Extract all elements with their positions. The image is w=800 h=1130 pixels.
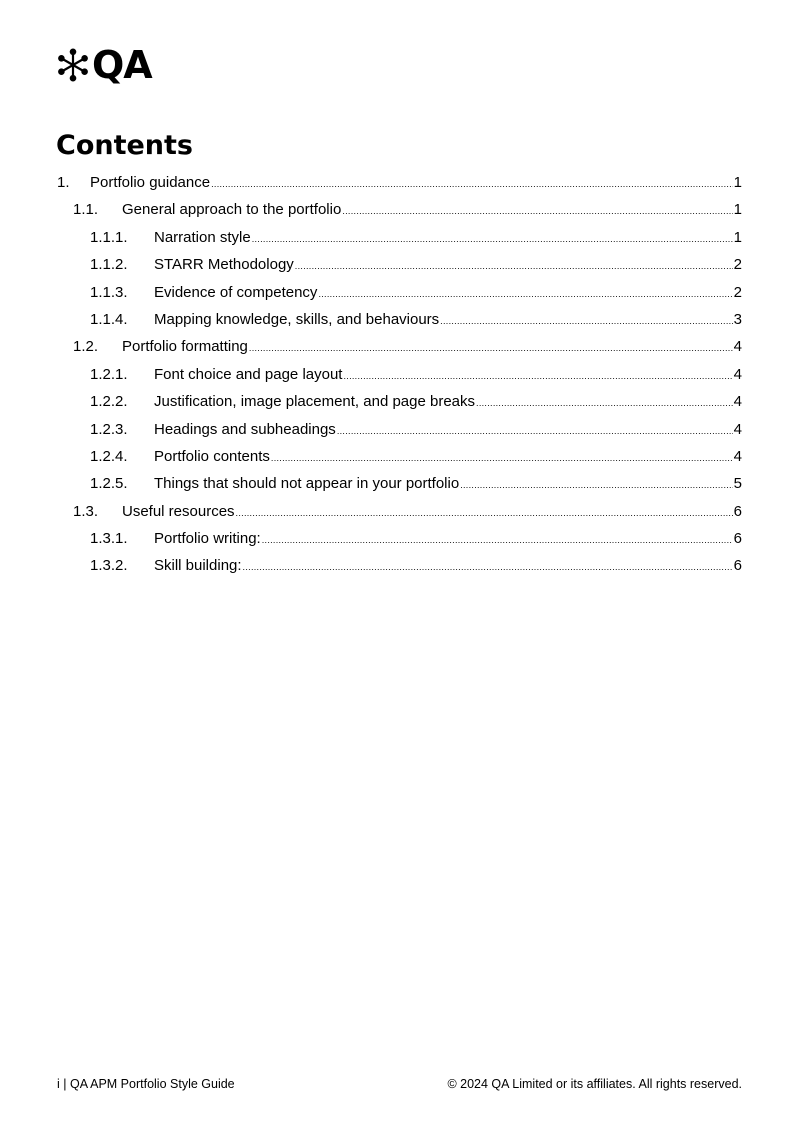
toc-entry[interactable] xyxy=(57,361,742,388)
toc-dot-leader xyxy=(440,308,732,335)
toc-entry[interactable] xyxy=(57,443,742,470)
toc-entry-number: 1.3.1. xyxy=(90,530,128,548)
qa-logo xyxy=(56,43,152,87)
toc-entry-number: 1.3.2. xyxy=(90,557,128,575)
toc-entry-page-number: 6 xyxy=(733,530,742,548)
toc-dot-leader xyxy=(243,554,733,581)
toc-entry-title: Portfolio formatting xyxy=(122,338,248,356)
toc-entry-number: 1.2.2. xyxy=(90,393,128,411)
toc-entry-page-number: 2 xyxy=(733,256,742,274)
toc-entry-page-number: 4 xyxy=(733,393,742,411)
toc-dot-leader xyxy=(342,198,732,225)
toc-entry-number: 1.1.1. xyxy=(90,228,128,246)
toc-dot-leader xyxy=(460,472,732,499)
toc-entry-number: 1.2.1. xyxy=(90,365,128,383)
toc-entry-number: 1.1.4. xyxy=(90,310,128,328)
toc-dot-leader xyxy=(271,445,733,472)
logo-wordmark: QA xyxy=(92,43,152,87)
toc-entry[interactable] xyxy=(57,251,742,278)
toc-entry[interactable] xyxy=(57,224,742,251)
toc-dot-leader xyxy=(476,390,733,417)
toc-entry-title: Portfolio contents xyxy=(154,447,270,465)
toc-entry[interactable] xyxy=(57,470,742,497)
toc-entry-title: Things that should not appear in your portfolio xyxy=(154,475,460,493)
toc-entry-title: Evidence of competency xyxy=(154,283,318,301)
table-of-contents xyxy=(57,169,742,580)
toc-entry[interactable] xyxy=(57,306,742,333)
toc-dot-leader xyxy=(236,500,733,527)
toc-entry-number: 1.1.3. xyxy=(90,283,128,301)
toc-entry-title: General approach to the portfolio xyxy=(122,201,342,219)
toc-dot-leader xyxy=(318,281,732,308)
toc-entry[interactable] xyxy=(57,416,742,443)
contents-heading: Contents xyxy=(56,130,194,161)
toc-entry-number: 1. xyxy=(57,174,70,191)
toc-entry-number: 1.2. xyxy=(73,338,99,356)
toc-entry-page-number: 1 xyxy=(733,201,742,219)
toc-entry-title: Mapping knowledge, skills, and behaviours xyxy=(154,310,440,328)
toc-dot-leader xyxy=(295,253,733,280)
toc-entry-title: Headings and subheadings xyxy=(154,420,336,438)
toc-entry[interactable] xyxy=(57,552,742,579)
asterisk-dots-icon xyxy=(56,48,90,82)
toc-dot-leader xyxy=(211,171,733,198)
toc-entry[interactable] xyxy=(57,388,742,415)
toc-entry-number: 1.2.3. xyxy=(90,420,128,438)
toc-entry-number: 1.2.5. xyxy=(90,475,128,493)
toc-entry-page-number: 6 xyxy=(733,557,742,575)
toc-entry-page-number: 5 xyxy=(733,475,742,493)
toc-entry-page-number: 6 xyxy=(733,502,742,520)
toc-entry[interactable] xyxy=(57,525,742,552)
toc-dot-leader xyxy=(262,527,733,554)
page-footer xyxy=(57,1075,742,1093)
toc-entry[interactable] xyxy=(57,196,742,223)
toc-entry-number: 1.3. xyxy=(73,502,99,520)
toc-entry[interactable] xyxy=(57,169,742,196)
footer-document-label: i | QA APM Portfolio Style Guide xyxy=(57,1077,235,1091)
toc-entry-title: Skill building: xyxy=(154,557,242,575)
toc-dot-leader xyxy=(249,335,733,362)
toc-entry-number: 1.1.2. xyxy=(90,256,128,274)
toc-entry-page-number: 4 xyxy=(733,420,742,438)
toc-entry-title: Justification, image placement, and page breaks xyxy=(154,393,476,411)
toc-dot-leader xyxy=(337,418,733,445)
toc-entry-page-number: 1 xyxy=(733,228,742,246)
toc-entry-title: Portfolio writing: xyxy=(154,530,261,548)
toc-entry-title: STARR Methodology xyxy=(154,256,294,274)
footer-copyright: © 2024 QA Limited or its affiliates. All rights reserved. xyxy=(447,1077,742,1091)
toc-entry[interactable] xyxy=(57,498,742,525)
toc-entry-number: 1.2.4. xyxy=(90,447,128,465)
toc-entry-page-number: 3 xyxy=(733,310,742,328)
toc-entry-page-number: 4 xyxy=(733,338,742,356)
toc-entry-page-number: 2 xyxy=(733,283,742,301)
toc-entry-page-number: 1 xyxy=(733,174,742,191)
toc-entry-title: Useful resources xyxy=(122,502,235,520)
toc-entry-title: Font choice and page layout xyxy=(154,365,343,383)
toc-entry-title: Narration style xyxy=(154,228,251,246)
toc-entry-page-number: 4 xyxy=(733,365,742,383)
toc-entry-number: 1.1. xyxy=(73,201,99,219)
toc-entry-title: Portfolio guidance xyxy=(90,174,211,191)
toc-entry[interactable] xyxy=(57,279,742,306)
toc-dot-leader xyxy=(343,363,732,390)
toc-entry-page-number: 4 xyxy=(733,447,742,465)
toc-dot-leader xyxy=(252,226,733,253)
toc-entry[interactable] xyxy=(57,333,742,360)
